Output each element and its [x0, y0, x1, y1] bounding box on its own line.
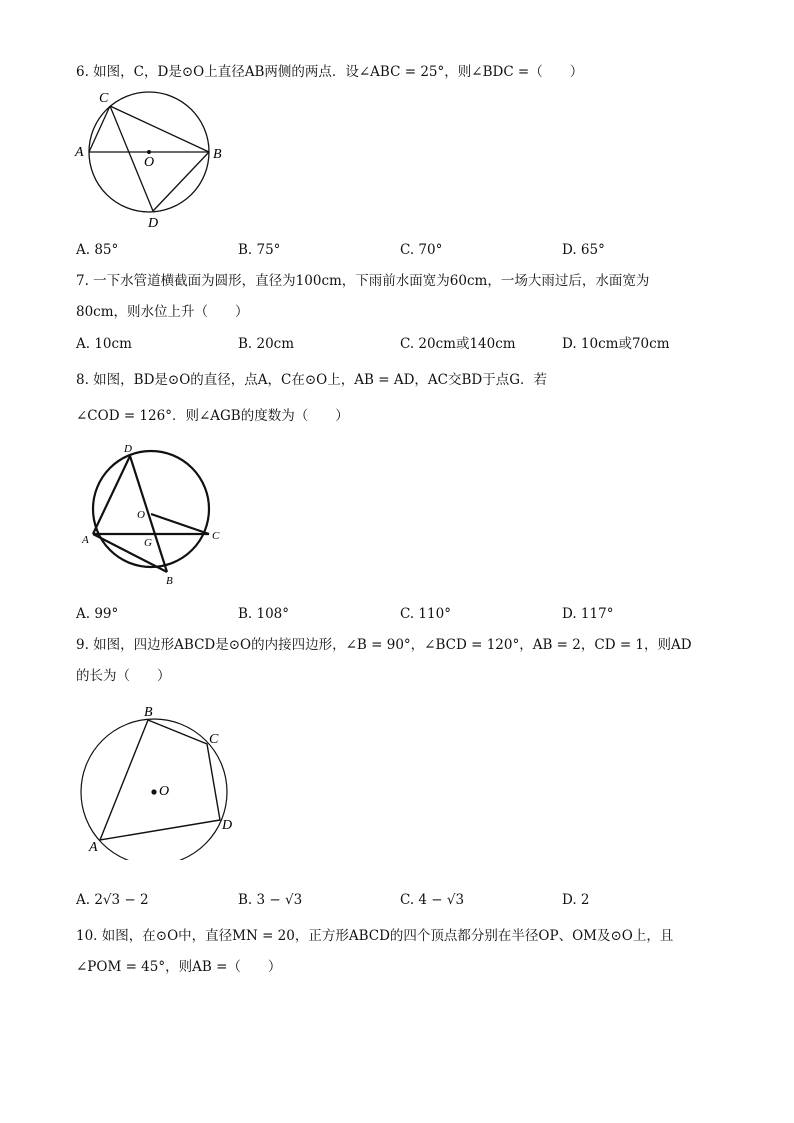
- q9-option-d[interactable]: D. 2: [562, 892, 590, 908]
- q9-option-b[interactable]: B. 3 − √3: [238, 892, 303, 908]
- q8-option-d[interactable]: D. 117°: [562, 606, 614, 622]
- q6-label-B: B: [213, 147, 222, 162]
- q9-option-a[interactable]: A. 2√3 − 2: [76, 892, 149, 908]
- q7-option-b[interactable]: B. 20cm: [238, 336, 295, 352]
- q6-figure: [72, 84, 232, 234]
- q6-option-a[interactable]: A. 85°: [76, 242, 119, 258]
- q9-figure: [76, 700, 246, 860]
- q7-text-line1: 7. 一下水管道横截面为圆形，直径为100cm，下雨前水面宽为60cm，一场大雨过后，水面宽为: [76, 273, 650, 289]
- q9-text-line2: 的长为（ ）: [76, 668, 171, 684]
- q8-label-D: D: [124, 443, 132, 455]
- q10-text-line2: ∠POM = 45°，则AB =（ ）: [76, 959, 282, 975]
- q6-label-D: D: [148, 216, 159, 231]
- q8-option-c[interactable]: C. 110°: [400, 606, 451, 622]
- q8-option-a[interactable]: A. 99°: [76, 606, 119, 622]
- q9-option-c[interactable]: C. 4 − √3: [400, 892, 465, 908]
- q9-label-O: O: [159, 784, 170, 799]
- q8-label-G: G: [144, 537, 152, 549]
- q9-label-A: A: [89, 840, 98, 855]
- q8-text-line2: ∠COD = 126°．则∠AGB的度数为（ ）: [76, 408, 349, 424]
- q6-text: 6. 如图，C，D是⊙O上直径AB两侧的两点．设∠ABC = 25°，则∠BDC =（ ）: [76, 64, 584, 80]
- q8-label-B: B: [166, 575, 173, 587]
- q8-text-line1: 8. 如图，BD是⊙O的直径，点A，C在⊙O上，AB = AD，AC交BD于点G．若: [76, 372, 547, 388]
- q8-label-C: C: [212, 530, 220, 542]
- q10-text-line1: 10. 如图，在⊙O中，直径MN = 20，正方形ABCD的四个顶点都分别在半径OP、OM及⊙O上，且: [76, 928, 674, 944]
- q8-option-b[interactable]: B. 108°: [238, 606, 290, 622]
- q7-option-d[interactable]: D. 10cm或70cm: [562, 336, 670, 352]
- q6-label-A: A: [75, 145, 84, 160]
- q8-label-A: A: [82, 534, 89, 546]
- q6-option-b[interactable]: B. 75°: [238, 242, 281, 258]
- q6-option-c[interactable]: C. 70°: [400, 242, 443, 258]
- q9-label-B: B: [144, 705, 153, 720]
- q7-option-a[interactable]: A. 10cm: [76, 336, 132, 352]
- q7-option-c[interactable]: C. 20cm或140cm: [400, 336, 516, 352]
- q7-text-line2: 80cm，则水位上升（ ）: [76, 304, 249, 320]
- q9-label-C: C: [209, 732, 219, 747]
- q6-option-d[interactable]: D. 65°: [562, 242, 605, 258]
- q9-label-D: D: [222, 818, 233, 833]
- q8-label-O: O: [137, 509, 145, 521]
- q8-figure: [78, 438, 228, 588]
- q9-text-line1: 9. 如图，四边形ABCD是⊙O的内接四边形，∠B = 90°，∠BCD = 120°，AB = 2，CD = 1，则AD: [76, 637, 692, 653]
- q6-label-O: O: [144, 155, 155, 170]
- q6-label-C: C: [99, 91, 109, 106]
